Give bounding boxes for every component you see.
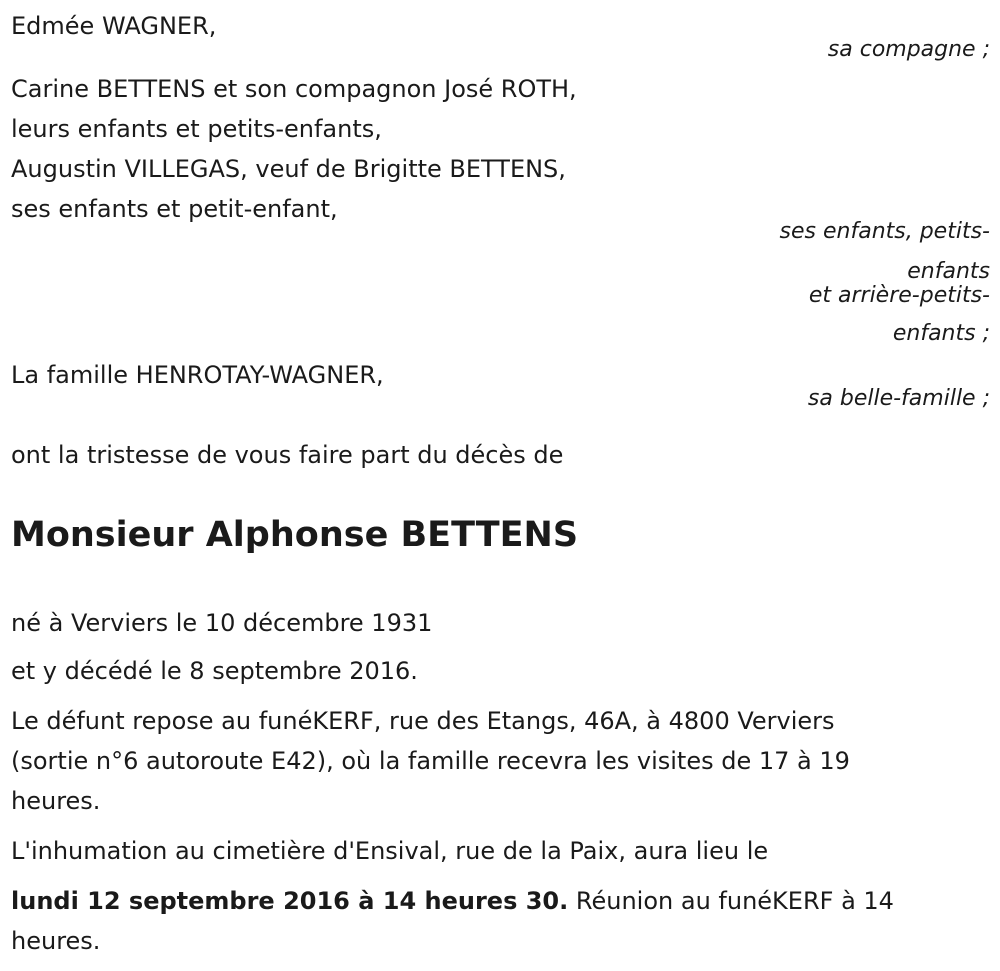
rest-location-line: (sortie n°6 autoroute E42), où la famille recevra les visites de 17 à 19 <box>11 747 850 775</box>
relationship-label: enfants <box>907 259 990 284</box>
rest-location-line: Le défunt repose au funéKERF, rue des Etangs, 46A, à 4800 Verviers <box>11 707 835 735</box>
family-member-line: leurs enfants et petits-enfants, <box>11 115 382 143</box>
birth-line: né à Verviers le 10 décembre 1931 <box>11 609 433 637</box>
meeting-info: Réunion au funéKERF à 14 <box>575 887 894 915</box>
ceremony-date: lundi 12 septembre 2016 à 14 heures 30. <box>11 887 569 915</box>
relationship-label: sa belle-famille ; <box>807 386 990 411</box>
family-member-line: Augustin VILLEGAS, veuf de Brigitte BETTENS, <box>11 155 566 183</box>
relationship-label: ses enfants, petits- <box>779 219 990 244</box>
family-member-line: Carine BETTENS et son compagnon José ROTH, <box>11 75 577 103</box>
deceased-name: Monsieur Alphonse BETTENS <box>11 515 579 555</box>
family-member-line: ses enfants et petit-enfant, <box>11 195 338 223</box>
family-member-line: Edmée WAGNER, <box>11 12 217 40</box>
relationship-label: et arrière-petits- <box>808 283 990 308</box>
relationship-label: sa compagne ; <box>827 37 990 62</box>
family-member-line: La famille HENROTAY-WAGNER, <box>11 361 384 389</box>
burial-line: L'inhumation au cimetière d'Ensival, rue de la Paix, aura lieu le <box>11 837 769 865</box>
death-line: et y décédé le 8 septembre 2016. <box>11 657 418 685</box>
meeting-info-end: heures. <box>11 927 101 955</box>
announcement-intro: ont la tristesse de vous faire part du décès de <box>11 441 564 469</box>
relationship-label: enfants ; <box>892 321 990 346</box>
ceremony-date-line <box>11 881 894 921</box>
rest-location-line: heures. <box>11 787 101 815</box>
